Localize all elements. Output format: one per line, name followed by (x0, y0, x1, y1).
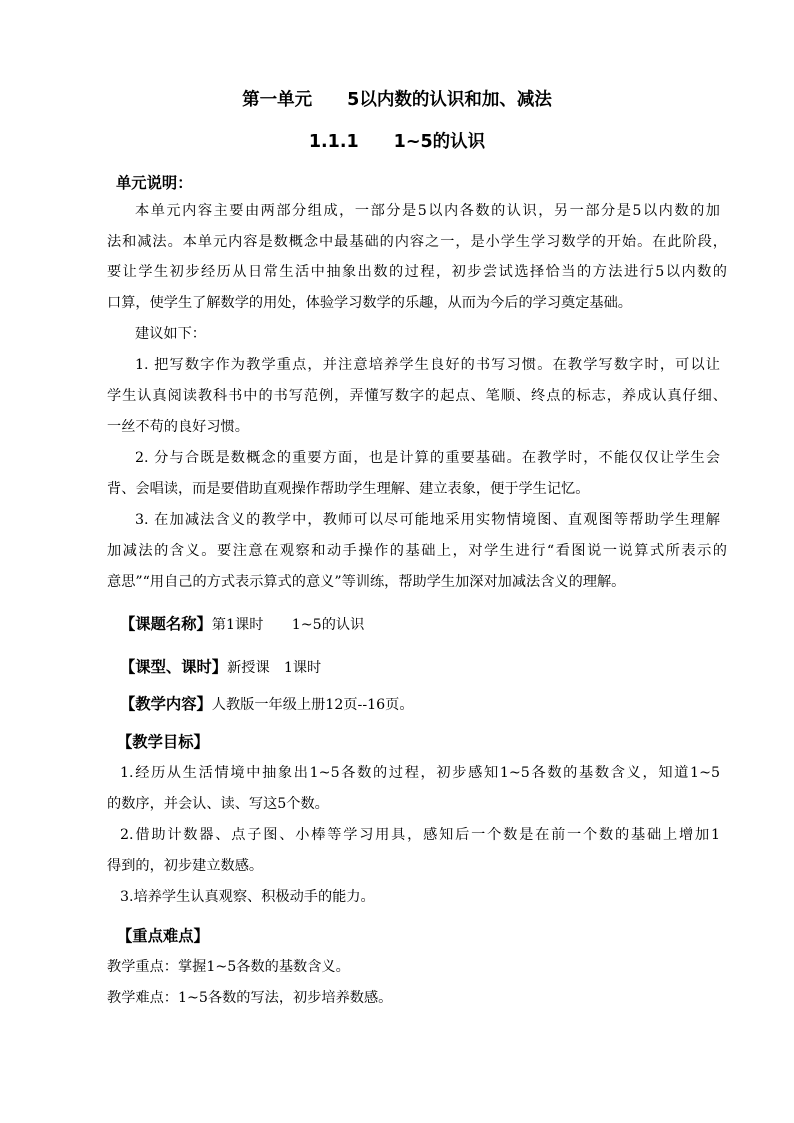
lesson-name (120, 613, 740, 635)
objective-2: 2.借助计数器、点子图、小棒等学习用具，感知后一个数是在前一个数的基础上增加1 (120, 827, 720, 843)
lesson-content-label: 【教学内容】 (120, 695, 212, 713)
teaching-difficulty: 教学难点：1~5各数的写法，初步培养数感。 (107, 990, 393, 1006)
advice-item-3: 意思”“用自己的方式表示算式的意义”等训练，帮助学生加深对加减法含义的理解。 (107, 574, 626, 590)
objective-1: 1.经历从生活情境中抽象出1~5各数的过程，初步感知1~5各数的基数含义，知道1~5 (120, 765, 720, 781)
lesson-type-value: 新授课 1课时 (227, 660, 322, 676)
unit-note-heading: 单元说明： (116, 174, 193, 192)
lesson-name-value: 第1课时 1~5的认识 (211, 617, 365, 633)
unit-note-line: 口算，使学生了解数学的用处，体验学习数学的乐趣，从而为今后的学习奠定基础。 (107, 295, 632, 311)
lesson-content (120, 693, 740, 715)
advice-item-2: 背、会唱读，而是要借助直观操作帮助学生理解、建立表象，便于学生记忆。 (107, 481, 590, 497)
document-title: 第一单元 5以内数的认识和加、减法 (242, 90, 552, 110)
advice-item-2: 2. 分与合既是数概念的重要方面，也是计算的重要基础。在教学时，不能仅仅让学生会 (135, 450, 720, 466)
lesson-name-label: 【课题名称】 (120, 615, 212, 633)
teaching-focus: 教学重点：掌握1~5各数的基数含义。 (107, 959, 350, 975)
advice-item-3: 加减法的含义。要注意在观察和动手操作的基础上，对学生进行“看图说一说算式所表示的 (107, 543, 727, 559)
objectives-heading: 【教学目标】 (117, 733, 209, 751)
document-subtitle: 1.1.1 1~5的认识 (308, 132, 486, 152)
objective-2: 得到的，初步建立数感。 (107, 858, 264, 874)
advice-item-1: 学生认真阅读教科书中的书写范例，弄懂写数字的起点、笔顺、终点的标志，养成认真仔细、 (107, 388, 727, 404)
unit-note-line: 法和减法。本单元内容是数概念中最基础的内容之一，是小学生学习数学的开始。在此阶段， (107, 234, 727, 250)
objective-1: 的数序，并会认、读、写这5个数。 (107, 796, 329, 812)
advice-intro: 建议如下： (135, 326, 206, 342)
advice-item-1: 一丝不苟的良好习惯。 (107, 419, 249, 435)
advice-item-3: 3. 在加减法含义的教学中，教师可以尽可能地采用实物情境图、直观图等帮助学生理解 (135, 512, 720, 528)
objective-3: 3.培养学生认真观察、积极动手的能力。 (120, 889, 375, 905)
unit-note-line: 本单元内容主要由两部分组成，一部分是5以内各数的认识，另一部分是5以内数的加 (135, 203, 720, 219)
lesson-content-value: 人教版一年级上册12页--16页。 (211, 697, 414, 713)
unit-note-line: 要让学生初步经历从日常生活中抽象出数的过程，初步尝试选择恰当的方法进行5以内数的 (107, 264, 727, 280)
lesson-type-label: 【课型、课时】 (120, 658, 228, 676)
lesson-type (120, 656, 740, 678)
key-points-heading: 【重点难点】 (117, 927, 209, 945)
advice-item-1: 1. 把写数字作为教学重点，并注意培养学生良好的书写习惯。在教学写数字时，可以让 (135, 357, 720, 373)
